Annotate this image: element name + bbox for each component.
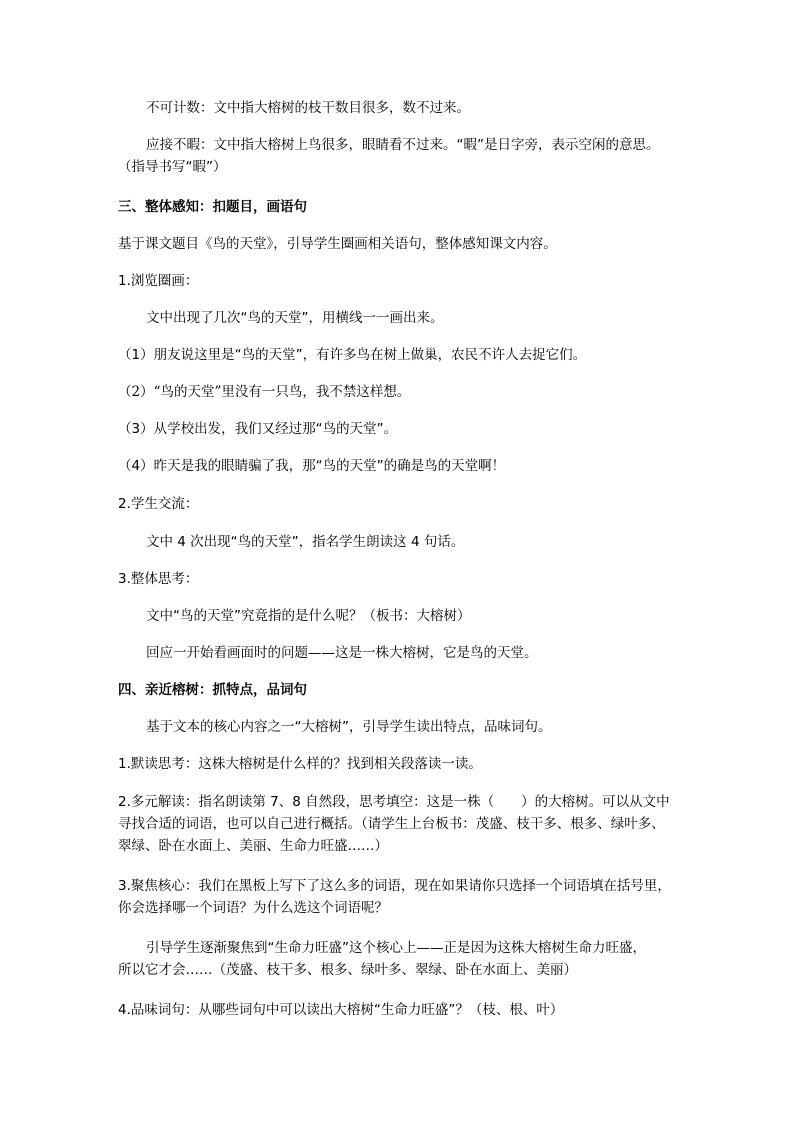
step-interpretation-line-1: 2.多元解读：指名朗读第 7、8 自然段，思考填空：这是一株（ ）的大榕树。可以从文中 xyxy=(118,794,670,810)
step-silent-reading: 1.默读思考：这株大榕树是什么样的？找到相关段落读一读。 xyxy=(118,756,482,772)
quote-1: （1）朋友说这里是“鸟的天堂”，有许多鸟在树上做巢，农民不许人去捉它们。 xyxy=(118,347,587,363)
section-heading-4: 四、亲近榕树：抓特点，品词句 xyxy=(118,682,307,698)
section-heading-3: 三、整体感知：扣题目，画语句 xyxy=(118,199,307,215)
paragraph-overwhelmed-note: （指导书写“暇”） xyxy=(118,159,227,175)
quote-3: （3）从学校出发，我们又经过那“鸟的天堂”。 xyxy=(118,421,398,437)
paragraph-section4-intro: 基于文本的核心内容之一“大榕树”，引导学生读出特点，品味词句。 xyxy=(146,719,552,735)
step-exchange-heading: 2.学生交流： xyxy=(118,496,199,512)
step-browse-heading: 1.浏览圈画： xyxy=(118,273,199,289)
step-savor-words: 4.品味词句：从哪些词句中可以读出大榕树“生命力旺盛”？（枝、根、叶） xyxy=(118,1002,564,1018)
paragraph-uncountable: 不可计数：文中指大榕树的枝干数目很多，数不过来。 xyxy=(146,100,470,116)
paragraph-response: 回应一开始看画面时的问题——这是一株大榕树，它是鸟的天堂。 xyxy=(146,645,538,661)
paragraph-overwhelmed: 应接不暇：文中指大榕树上鸟很多，眼睛看不过来。“暇”是日字旁，表示空闲的意思。 xyxy=(146,137,660,153)
quote-2: （2）“鸟的天堂”里没有一只鸟，我不禁这样想。 xyxy=(118,384,411,400)
step-focus-line-2: 你会选择哪一个词语？为什么选这个词语呢？ xyxy=(118,900,388,916)
step-think-heading: 3.整体思考： xyxy=(118,571,199,587)
step-interpretation-line-3: 翠绿、卧在水面上、美丽、生命力旺盛……） xyxy=(118,838,388,854)
paragraph-section3-intro: 基于课文题目《鸟的天堂》，引导学生圈画相关语句，整体感知课文内容。 xyxy=(118,236,557,252)
paragraph-exchange: 文中 4 次出现“鸟的天堂”，指名学生朗读这 4 句话。 xyxy=(146,534,465,550)
quote-4: （4）昨天是我的眼睛骗了我，那“鸟的天堂”的确是鸟的天堂啊！ xyxy=(118,458,506,474)
paragraph-guide-line-2: 所以它才会……（茂盛、枝干多、根多、绿叶多、翠绿、卧在水面上、美丽） xyxy=(118,962,577,978)
paragraph-think: 文中“鸟的天堂”究竟指的是什么呢？（板书：大榕树） xyxy=(146,608,471,624)
paragraph-guide-line-1: 引导学生逐渐聚焦到“生命力旺盛”这个核心上——正是因为这株大榕树生命力旺盛， xyxy=(146,940,646,956)
paragraph-browse: 文中出现了几次“鸟的天堂”，用横线一一画出来。 xyxy=(146,310,444,326)
step-focus-line-1: 3.聚焦核心：我们在黑板上写下了这么多的词语，现在如果请你只选择一个词语填在括号里， xyxy=(118,878,671,894)
step-interpretation-line-2: 寻找合适的词语，也可以自己进行概括。（请学生上台板书：茂盛、枝干多、根多、绿叶多、 xyxy=(118,816,665,832)
